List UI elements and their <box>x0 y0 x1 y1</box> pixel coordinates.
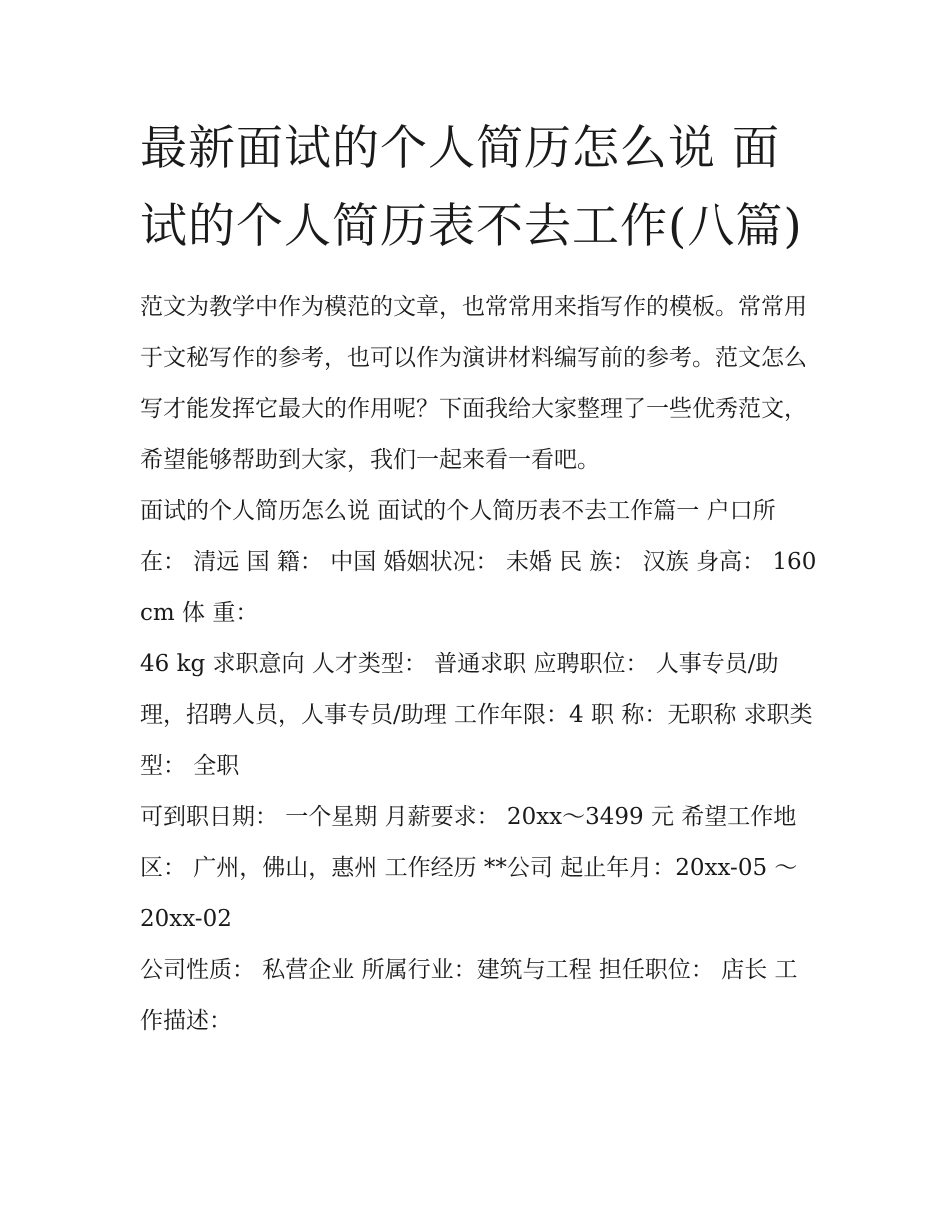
paragraph-intro: 范文为教学中作为模范的文章，也常常用来指写作的模板。常常用于文秘写作的参考，也可以作为演讲材料编写前的参考。范文怎么写才能发挥它最大的作用呢？下面我给大家整理了一些优秀范文，希望能够帮助到大家，我们一起来看一看吧。 <box>140 294 807 473</box>
document-title: 最新面试的个人简历怎么说 面试的个人简历表不去工作(八篇) <box>140 121 803 254</box>
paragraph-company-info: 公司性质： 私营企业 所属行业：建筑与工程 担任职位： 店长 工作描述： <box>140 957 798 1034</box>
document-page <box>140 110 820 1047</box>
paragraph-work-history: 可到职日期： 一个星期 月薪要求： 20xx～3499 元 希望工作地区： 广州，佛山，惠州 工作经历 **公司 起止年月：20xx-05 ～ 20xx-02 <box>140 804 798 932</box>
paragraph-personal-info: 面试的个人简历怎么说 面试的个人简历表不去工作篇一 户口所在： 清远 国 籍： 中国 婚姻状况： 未婚 民 族： 汉族 身高： 160 cm 体 重： <box>140 498 817 626</box>
paragraph-job-intent: 46 kg 求职意向 人才类型： 普通求职 应聘职位： 人事专员/助理，招聘人员，人事专员/助理 工作年限：4 职 称：无职称 求职类型： 全职 <box>140 651 813 779</box>
